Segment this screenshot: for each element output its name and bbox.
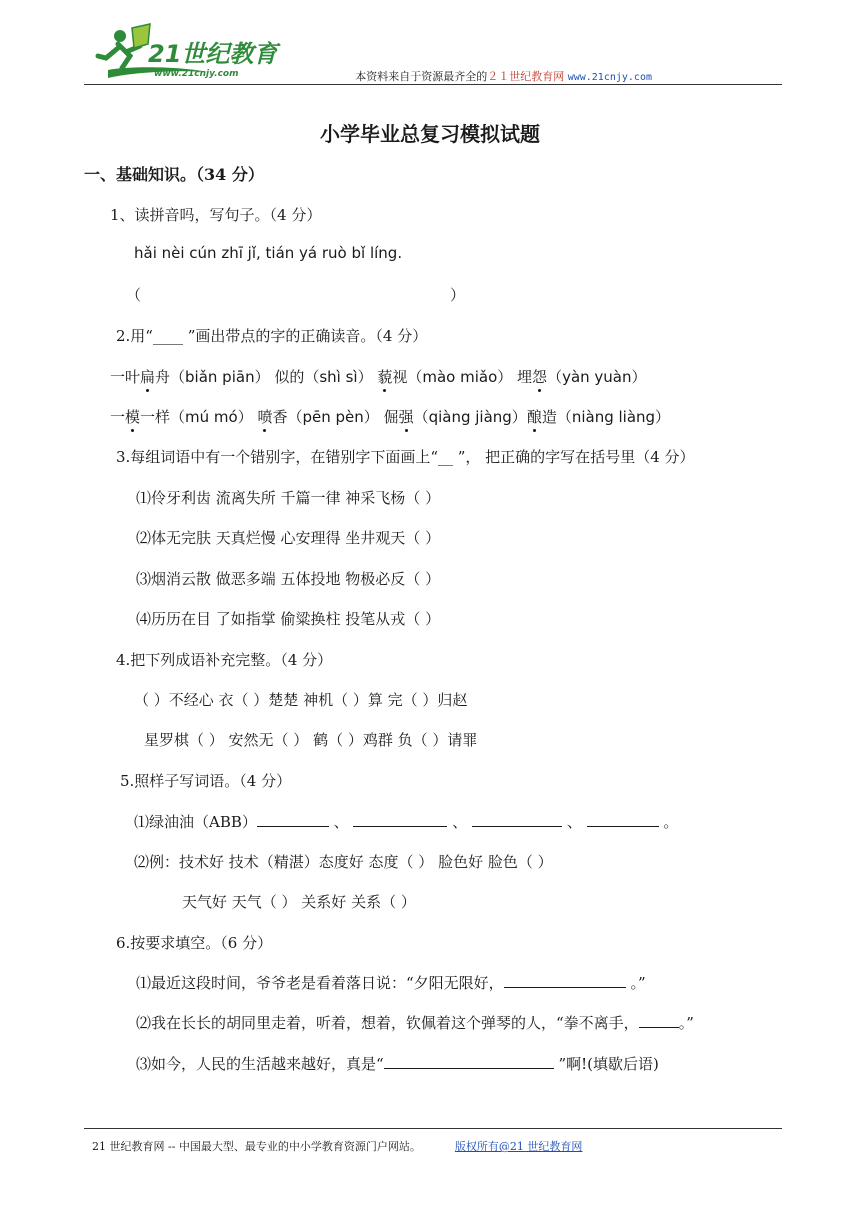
answer-blank[interactable]: [353, 811, 447, 827]
separator: 、: [452, 813, 468, 831]
q2-heading-c: ”画出带点的字的正确读音。（4 分）: [182, 327, 428, 345]
dotted-char: 喷: [257, 408, 273, 426]
header-divider: [84, 84, 782, 85]
separator: 。: [663, 813, 679, 831]
footer-text: 21 世纪教育网 -- 中国最大型、最专业的中小学教育资源门户网站。: [92, 1140, 421, 1153]
dotted-char: 强: [398, 408, 414, 426]
header-url-link[interactable]: www.21cnjy.com: [567, 72, 652, 83]
q6-item3-text: ⑶如今，人民的生活越来越好，真是“: [136, 1055, 384, 1073]
q3-item: ⑶烟消云散 做恶多端 五体投地 物极必反（ ）: [136, 570, 441, 588]
header-note-prefix: 本资料来自于资源最齐全的: [355, 70, 488, 83]
answer-blank[interactable]: [639, 1012, 679, 1028]
q2-text: 舟（biǎn piān） 似的（shì sì）: [155, 368, 378, 386]
q2-text: 香（pēn pèn） 倔: [272, 408, 399, 426]
q6-item1: [136, 972, 646, 993]
answer-blank[interactable]: [504, 972, 626, 988]
header-site-link[interactable]: ２１世纪教育网: [487, 70, 565, 83]
q6-item2-text: ⑵我在长长的胡同里走着，听着，想着，钦佩着这个弹琴的人，“拳不离手，: [136, 1014, 639, 1032]
footer: [92, 1138, 582, 1154]
q1-open-paren: （: [126, 286, 142, 304]
section-heading: 一、基础知识。（34 分）: [84, 165, 264, 184]
footer-copyright-link[interactable]: 版权所有@21 世纪教育网: [454, 1140, 583, 1153]
q2-text: （yàn yuàn）: [547, 368, 647, 386]
q2-row2: [110, 406, 670, 427]
q3-item: ⑵体无完肤 天真烂慢 心安理得 坐井观天（ ）: [136, 529, 441, 547]
q3-item: ⑴伶牙利齿 流离失所 千篇一律 神采飞杨（ ）: [136, 489, 441, 507]
q5-item2-row2: 天气好 天气（ ） 关系好 关系（ ）: [182, 893, 416, 911]
dotted-char: 扁: [140, 368, 156, 386]
q2-heading-blank: ____: [152, 327, 183, 345]
q5-item1: [134, 811, 678, 832]
q6-item2-end: 。”: [678, 1014, 694, 1032]
q6-item3-end: ”啊!(填歇后语): [553, 1055, 659, 1073]
q2-row1: [110, 366, 647, 387]
dotted-char: 藐: [377, 368, 393, 386]
q2-text: 一样（mú mó）: [140, 408, 258, 426]
logo-text: 21世纪教育: [148, 40, 278, 68]
q2-heading: [116, 325, 427, 346]
q6-item1-end: 。”: [625, 974, 646, 992]
site-logo: [88, 22, 288, 88]
answer-blank[interactable]: [587, 811, 659, 827]
q1-pinyin: hǎi nèi cún zhī jǐ, tián yá ruò bǐ líng.: [134, 244, 403, 262]
q2-text: 一: [110, 408, 126, 426]
answer-blank[interactable]: [384, 1053, 554, 1069]
dotted-char: 酿: [526, 408, 542, 426]
q4-row1: （ ）不经心 衣（ ）楚楚 神机（ ）算 完（ ）归赵: [134, 691, 468, 709]
q4-row2: 星罗棋（ ） 安然无（ ） 鹤（ ）鸡群 负（ ）请罪: [144, 731, 478, 749]
dotted-char: 怨: [532, 368, 548, 386]
q4-heading: 4.把下列成语补充完整。（4 分）: [116, 651, 333, 669]
q6-item3: [136, 1053, 659, 1074]
q5-item2-row1: ⑵例：技术好 技术（精湛）态度好 态度（ ） 脸色好 脸色（ ）: [134, 853, 553, 871]
header-note: [355, 68, 652, 84]
q2-text: （qiàng jiàng）: [413, 408, 527, 426]
q6-heading: 6.按要求填空。（6 分）: [116, 934, 273, 952]
q5-heading: 5.照样子写词语。（4 分）: [120, 772, 292, 790]
q6-item1-text: ⑴最近这段时间，爷爷老是看着落日说：“夕阳无限好，: [136, 974, 504, 992]
q5-item1-prefix: ⑴绿油油（ABB）: [134, 813, 257, 831]
q2-text: 一叶: [110, 368, 141, 386]
q3-heading: 3.每组词语中有一个错别字，在错别字下面画上“__ ”， 把正确的字写在括号里（4 分）: [116, 448, 695, 466]
separator: 、: [566, 813, 582, 831]
q2-text: 视（mào miǎo） 埋: [392, 368, 533, 386]
q1-close-paren: ）: [450, 286, 466, 304]
page-title: 小学毕业总复习模拟试题: [320, 122, 540, 146]
q3-item: ⑷历历在目 了如指掌 偷粱换柱 投笔从戎（ ）: [136, 610, 441, 628]
separator: 、: [333, 813, 349, 831]
answer-blank[interactable]: [472, 811, 562, 827]
runner-logo-icon: [88, 22, 288, 88]
logo-url: www.21cnjy.com: [154, 69, 239, 79]
answer-blank[interactable]: [257, 811, 329, 827]
footer-divider: [84, 1128, 782, 1129]
q6-item2: [136, 1012, 694, 1033]
q2-heading-a: 2.用“: [116, 327, 153, 345]
q2-text: 造（niàng liàng）: [541, 408, 671, 426]
q1-heading: 1、读拼音吗，写句子。（4 分）: [110, 206, 322, 224]
dotted-char: 模: [125, 408, 141, 426]
